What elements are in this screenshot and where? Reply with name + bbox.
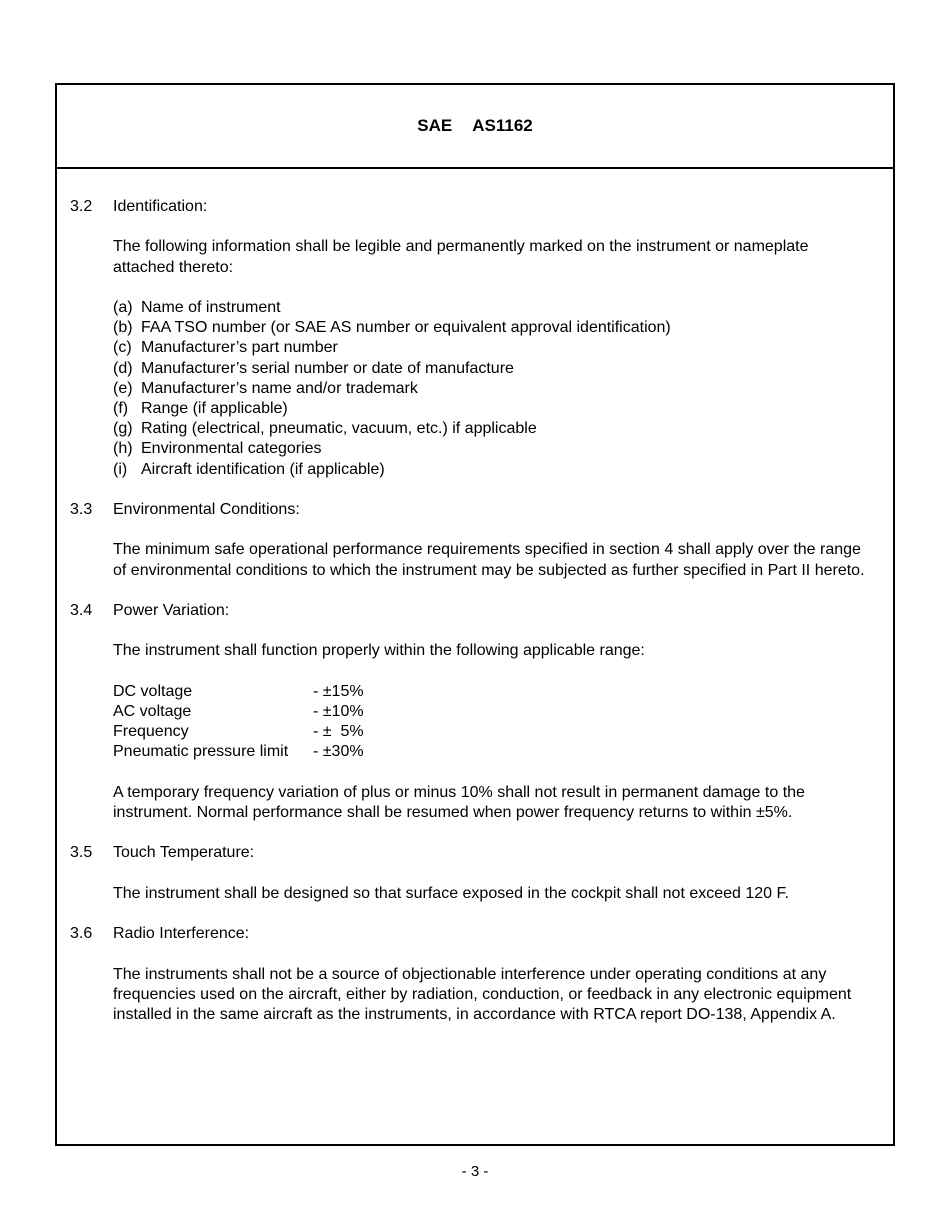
table-row: Pneumatic pressure limit - ±30% (113, 743, 364, 761)
list-item: (h) Environmental categories (113, 440, 322, 458)
section-3-4-paragraph: The instrument shall function properly within the following applicable range: (113, 642, 645, 660)
power-variation-table (113, 682, 870, 763)
section-3-4-heading: 3.4 Power Variation: (70, 601, 230, 619)
document-body (70, 197, 870, 1025)
page-number: - 3 - (461, 1163, 489, 1180)
table-row: AC voltage - ±10% (113, 702, 364, 720)
section-3-6-paragraph: The instruments shall not be a source of objectionable interference under operating conditions at any frequencies used on the aircraft, either by radiation, conduction, or feedback in any electronic equipment installed in the same aircraft as the instruments, in accordance with RTCA report DO-138, Appendix A. (113, 965, 852, 1023)
list-item: (i) Aircraft identification (if applicable) (113, 460, 385, 478)
section-3-5-paragraph: The instrument shall be designed so that surface exposed in the cockpit shall not exceed 120 F. (113, 884, 789, 902)
section-3-3-heading: 3.3 Environmental Conditions: (70, 501, 300, 518)
list-item: (c) Manufacturer’s part number (113, 339, 338, 357)
section-3-5-heading: 3.5 Touch Temperature: (70, 844, 255, 862)
table-row: Frequency - ± 5% (113, 723, 364, 741)
section-3-2-heading: 3.2 Identification: (70, 198, 208, 215)
list-item: (e) Manufacturer’s name and/or trademark (113, 379, 418, 397)
section-3-2-paragraph: The following information shall be legible and permanently marked on the instrument or nameplate attached thereto: (113, 238, 809, 276)
section-3-4-note: A temporary frequency variation of plus or minus 10% shall not result in permanent damage to the instrument. Normal performance shall be resumed when power frequency returns to within ±5%. (113, 783, 805, 821)
header-doc-id: AS1162 (472, 116, 533, 135)
table-row: DC voltage - ±15% (113, 682, 364, 700)
section-3-3-paragraph: The minimum safe operational performance requirements specified in section 4 shall apply over the range of environmental conditions to which the instrument may be subjected as further specified in Part II hereto. (113, 541, 865, 579)
list-item: (d) Manufacturer’s serial number or date of manufacture (113, 359, 514, 377)
list-item: (g) Rating (electrical, pneumatic, vacuum, etc.) if applicable (113, 420, 537, 438)
header-org: SAE (417, 116, 453, 135)
section-3-6-heading: 3.6 Radio Interference: (70, 925, 250, 943)
document-header (57, 85, 893, 169)
identification-list (113, 298, 870, 480)
list-item: (b) FAA TSO number (or SAE AS number or equivalent approval identification) (113, 319, 671, 337)
list-item: (f) Range (if applicable) (113, 400, 288, 417)
list-item: (a) Name of instrument (113, 298, 281, 316)
